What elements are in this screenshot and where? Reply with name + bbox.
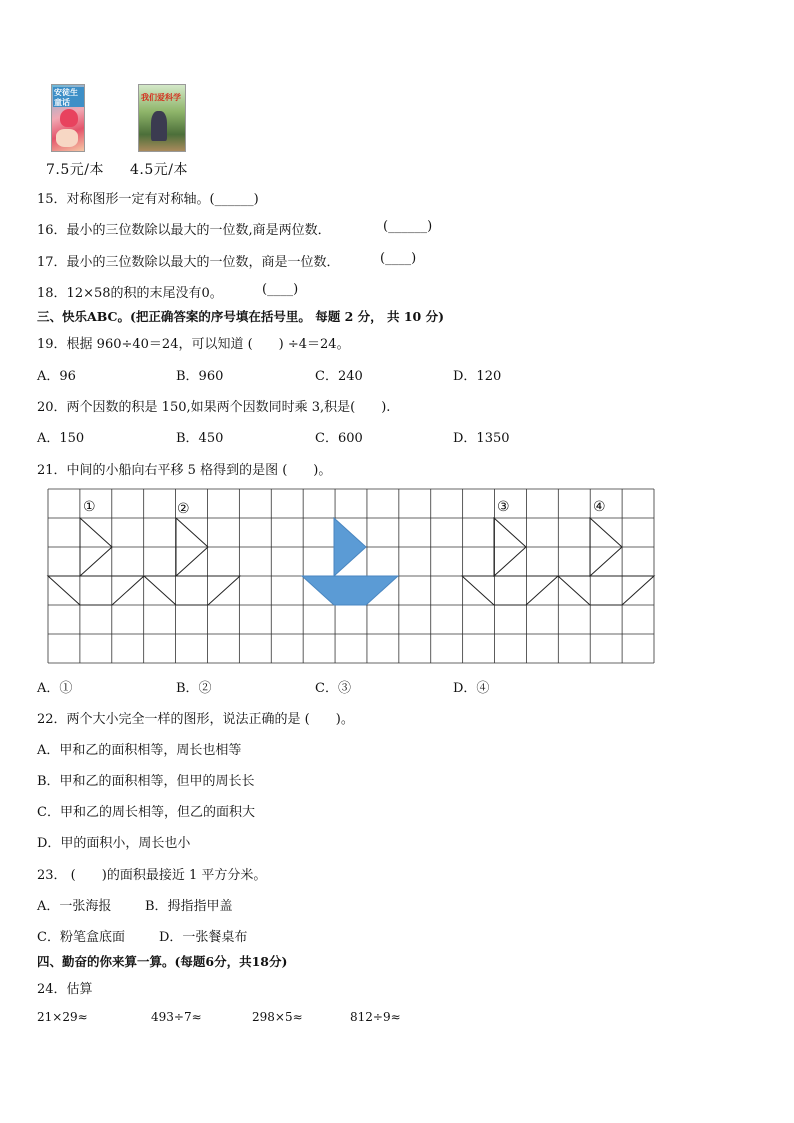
question-17: 17．最小的三位数除以最大的一位数，商是一位数． xyxy=(37,255,340,270)
estimate-item: 298×5≈ xyxy=(252,1010,303,1024)
grid-label-3: ③ xyxy=(497,499,510,515)
option-b[interactable]: B．960 xyxy=(176,369,224,384)
section-heading: 三、快乐ABC。(把正确答案的序号填在括号里。 每题 2 分， 共 10 分) xyxy=(37,309,444,324)
option-c[interactable]: C．600 xyxy=(315,431,363,446)
option-b[interactable]: B．450 xyxy=(176,431,224,446)
option-c[interactable]: C．③ xyxy=(315,681,351,696)
section-heading: 四、勤奋的你来算一算。(每题6分，共18分) xyxy=(37,954,288,969)
option-d[interactable]: D．甲的面积小，周长也小 xyxy=(37,836,191,851)
option-d[interactable]: D．120 xyxy=(453,369,502,384)
question-18: 18．12×58的积的末尾没有0。 xyxy=(37,286,223,301)
answer-blank[interactable]: (____) xyxy=(380,251,417,266)
question-19: 19．根据 960÷40＝24，可以知道 ( ) ÷4＝24。 xyxy=(37,337,350,352)
option-d[interactable]: D．④ xyxy=(453,681,490,696)
question-24: 24．估算 xyxy=(37,982,93,997)
figure-illustration xyxy=(151,111,167,141)
heart-illustration xyxy=(60,109,78,127)
boat-hull xyxy=(144,576,240,605)
option-c[interactable]: C．粉笔盒底面 xyxy=(37,930,125,945)
answer-blank[interactable]: (______) xyxy=(383,219,433,234)
book-cover-title: 我们爱科学 xyxy=(141,92,181,102)
boat-sail-blue xyxy=(334,518,366,576)
grid-label-4: ④ xyxy=(593,499,606,515)
option-c[interactable]: C．240 xyxy=(315,369,363,384)
price-label: 7.5元/本 xyxy=(46,162,104,178)
fairy-illustration xyxy=(56,129,78,147)
option-a[interactable]: A．甲和乙的面积相等，周长也相等 xyxy=(37,743,242,758)
boat-hull xyxy=(558,576,654,605)
book-cover-title: 安徒生童话 xyxy=(53,87,84,107)
estimate-item: 493÷7≈ xyxy=(151,1010,202,1024)
book-cover-science xyxy=(138,84,186,152)
option-a[interactable]: A．一张海报 xyxy=(37,899,112,914)
question-21: 21．中间的小船向右平移 5 格得到的是图 ( )。 xyxy=(37,463,332,478)
option-a[interactable]: A．96 xyxy=(37,369,76,384)
book-cover-andersen xyxy=(51,84,85,152)
boat-grid-figure xyxy=(0,488,794,668)
boat-hull xyxy=(462,576,558,605)
boat-hull xyxy=(48,576,144,605)
estimate-item: 812÷9≈ xyxy=(350,1010,401,1024)
boat-hull-blue xyxy=(302,576,398,605)
grid-label-1: ① xyxy=(83,499,96,515)
estimate-item: 21×29≈ xyxy=(37,1010,88,1024)
option-a[interactable]: A．150 xyxy=(37,431,85,446)
question-22: 22．两个大小完全一样的图形，说法正确的是 ( )。 xyxy=(37,712,354,727)
price-label: 4.5元/本 xyxy=(130,162,188,178)
option-d[interactable]: D．1350 xyxy=(453,431,510,446)
question-15: 15．对称图形一定有对称轴。(______) xyxy=(37,192,259,207)
option-c[interactable]: C．甲和乙的周长相等，但乙的面积大 xyxy=(37,805,255,820)
option-b[interactable]: B．甲和乙的面积相等，但甲的周长长 xyxy=(37,774,255,789)
question-20: 20．两个因数的积是 150,如果两个因数同时乘 3,积是( ). xyxy=(37,400,391,415)
grid-label-2: ② xyxy=(177,501,190,517)
option-a[interactable]: A．① xyxy=(37,681,73,696)
question-23: 23． ( )的面积最接近 1 平方分米。 xyxy=(37,868,267,883)
question-16: 16．最小的三位数除以最大的一位数,商是两位数． xyxy=(37,223,331,238)
option-d[interactable]: D．一张餐桌布 xyxy=(159,930,248,945)
option-b[interactable]: B．拇指指甲盖 xyxy=(145,899,233,914)
option-b[interactable]: B．② xyxy=(176,681,212,696)
answer-blank[interactable]: (____) xyxy=(262,282,299,297)
